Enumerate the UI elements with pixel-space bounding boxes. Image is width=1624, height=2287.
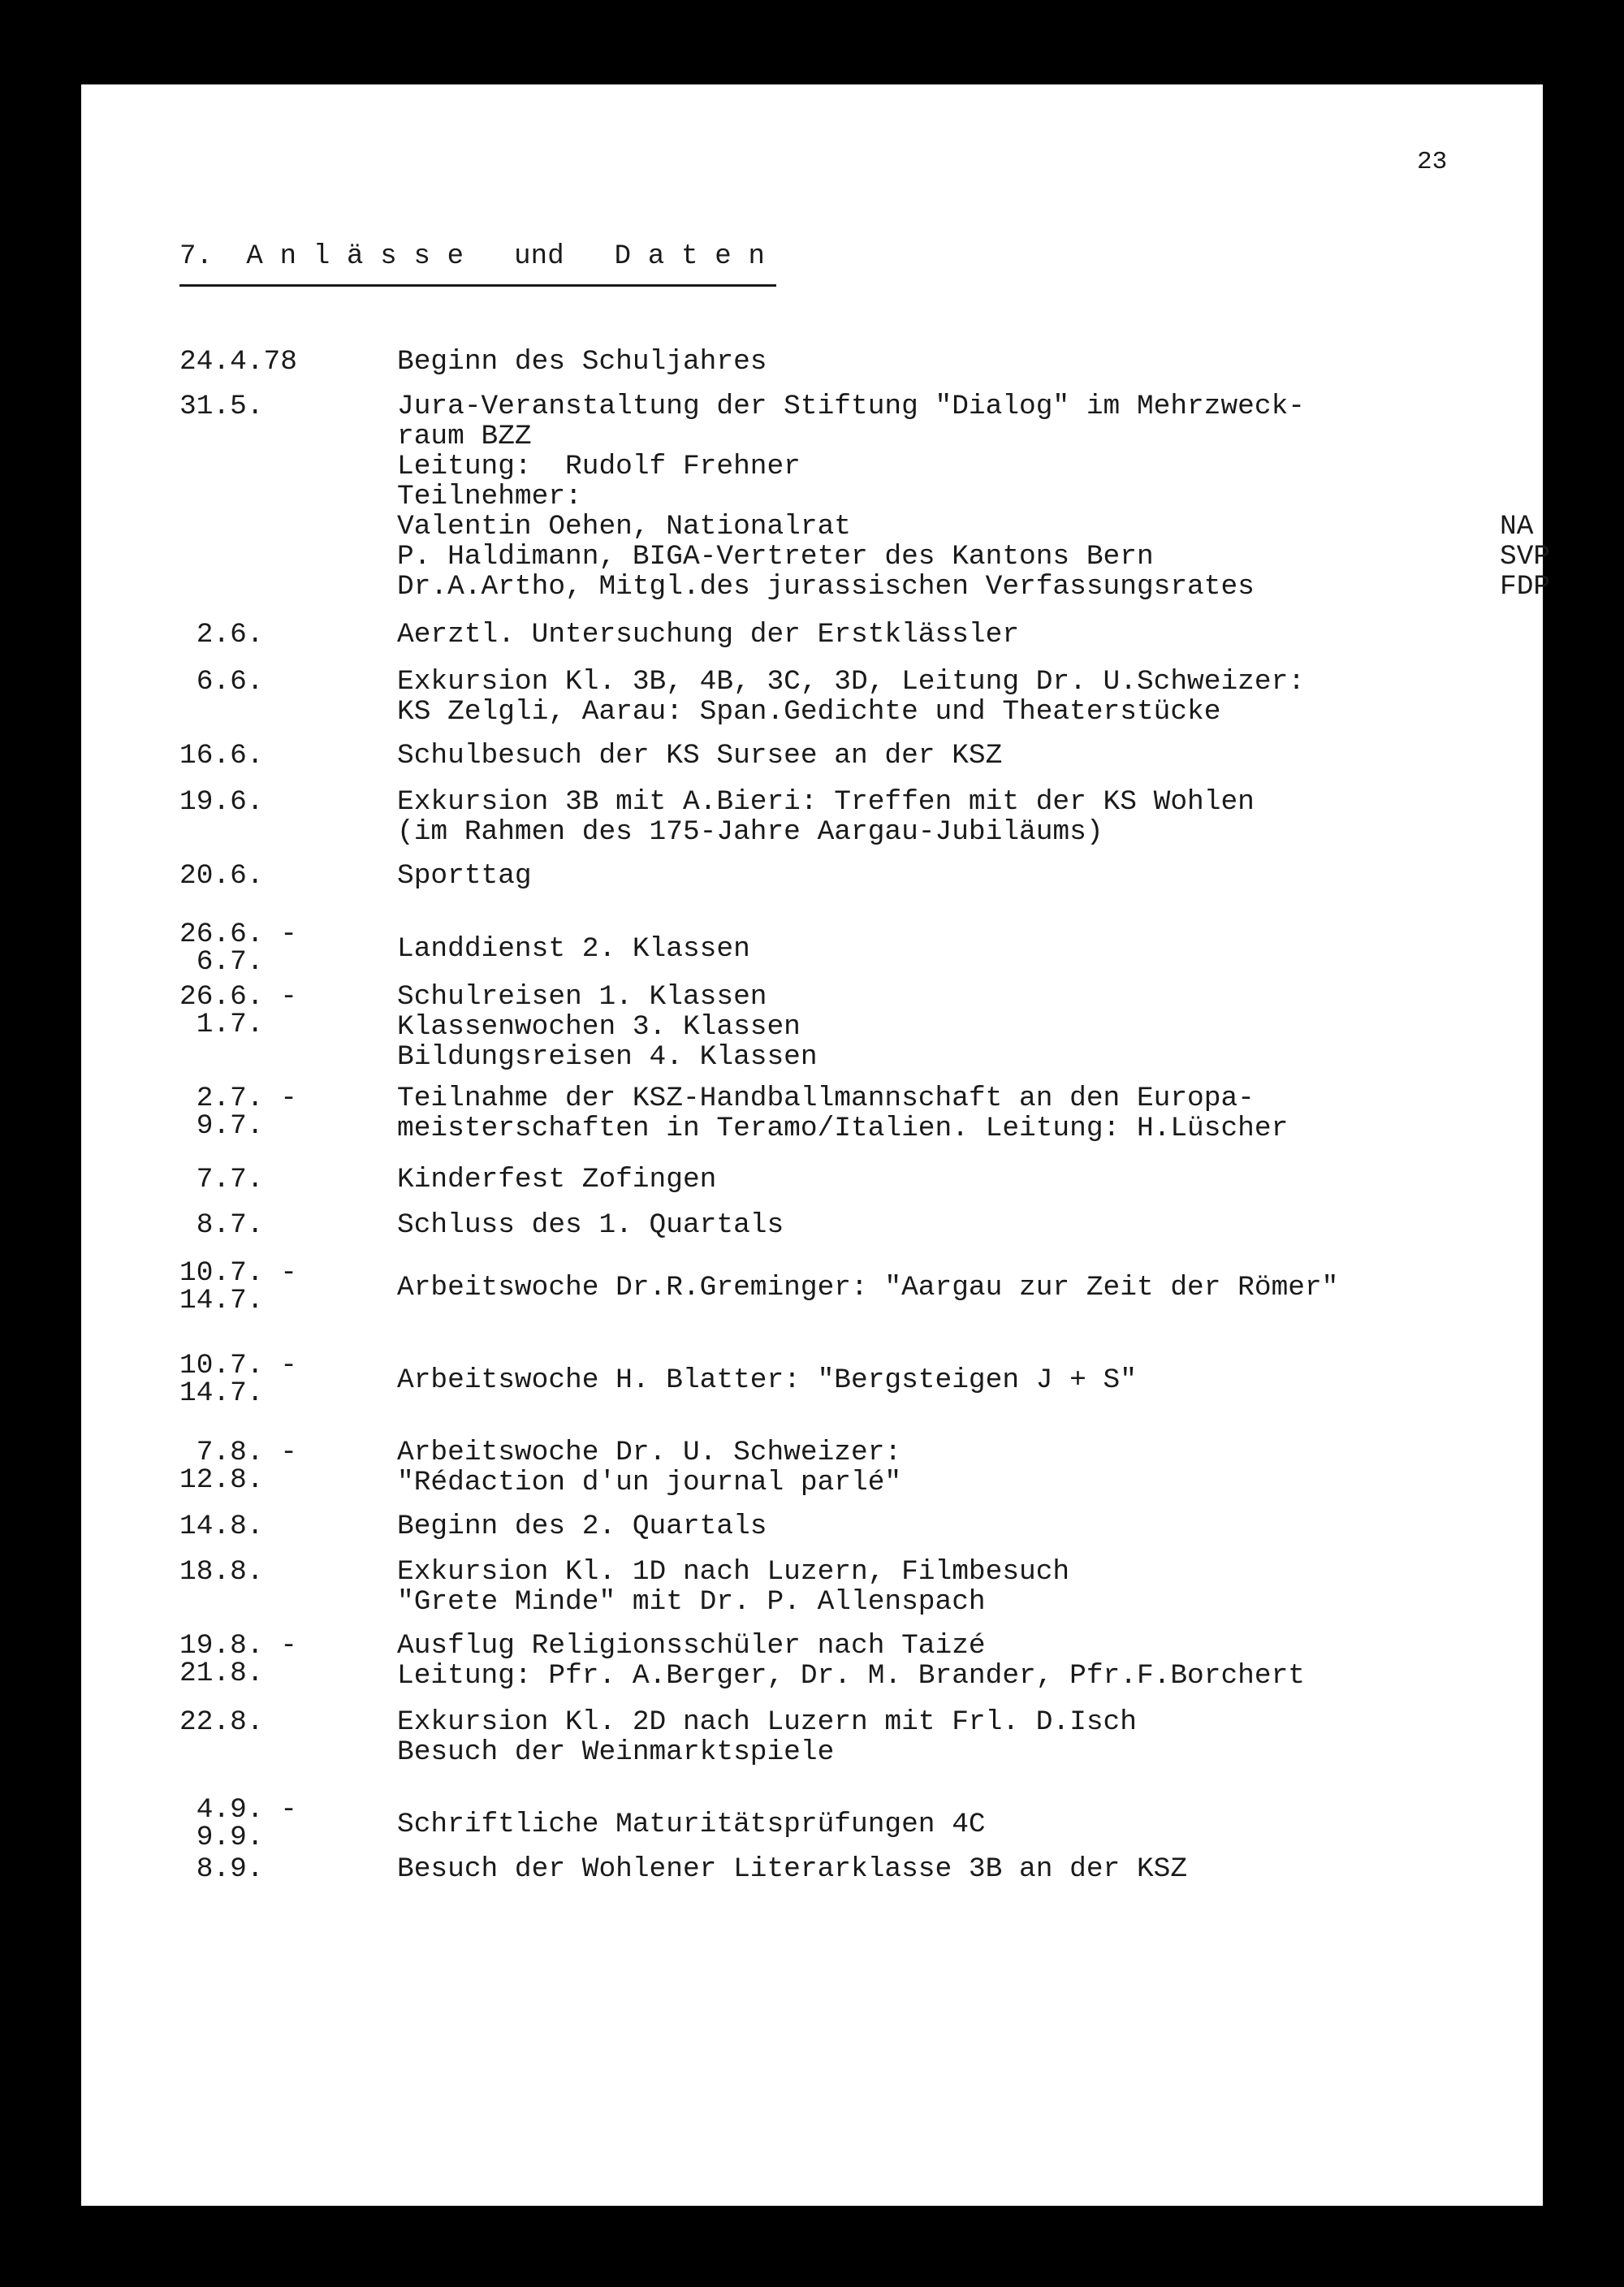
event-description-line <box>397 982 1428 1012</box>
event-date-line: 10.7. - <box>179 1257 297 1289</box>
event-description-text: Teilnahme der KSZ-Handballmannschaft an den Europa- <box>397 1083 1255 1114</box>
event-date-line: 18.8. <box>179 1556 264 1588</box>
event-description <box>397 1083 1428 1144</box>
event-description <box>397 1365 1428 1395</box>
event-date-line: 6.6. <box>179 666 264 698</box>
event-date <box>179 981 391 1040</box>
event-description-line <box>397 1854 1428 1884</box>
event-description-line <box>397 934 1428 964</box>
event-description-text: "Grete Minde" mit Dr. P. Allenspach <box>397 1586 986 1618</box>
event-description-text: Kinderfest Zofingen <box>397 1164 717 1195</box>
event-description-text: meisterschaften in Teramo/Italien. Leitung: H.Lüscher <box>397 1113 1289 1144</box>
event-date <box>179 786 391 818</box>
event-date-line: 16.6. <box>179 740 264 772</box>
event-description-text: Exkursion Kl. 2D nach Luzern mit Frl. D.Isch <box>397 1706 1137 1738</box>
event-description-line <box>397 817 1428 847</box>
event-date-line: 14.7. <box>179 1285 264 1316</box>
event-date <box>179 1706 391 1738</box>
event-date <box>179 1556 391 1588</box>
event-description <box>397 347 1428 377</box>
event-date-line: 6.7. <box>179 946 264 978</box>
event-description-line <box>397 1661 1428 1691</box>
event-description-line <box>397 667 1428 697</box>
event-date-line: 14.7. <box>179 1377 264 1409</box>
event-date <box>179 1853 391 1885</box>
event-description <box>397 741 1428 771</box>
event-description-line <box>397 1365 1428 1395</box>
event-date <box>179 740 391 772</box>
event-description <box>397 1437 1428 1498</box>
event-description-line <box>397 422 1428 452</box>
event-description-line <box>397 347 1428 377</box>
event-description-line <box>397 1113 1428 1144</box>
event-date-line: 20.6. <box>179 860 264 892</box>
event-description-text: Schriftliche Maturitätsprüfungen 4C <box>397 1809 986 1840</box>
event-description <box>397 982 1428 1072</box>
event-description-line <box>397 452 1428 482</box>
event-description-text: Dr.A.Artho, Mitgl.des jurassischen Verfassungsrates <box>397 571 1255 603</box>
event-description-text: Arbeitswoche H. Blatter: "Bergsteigen J + S" <box>397 1364 1137 1396</box>
event-description-line <box>397 1587 1428 1617</box>
event-date-line: 24.4.78 <box>179 346 297 378</box>
event-description <box>397 1511 1428 1541</box>
event-description-text: Arbeitswoche Dr.R.Greminger: "Aargau zur Zeit der Römer" <box>397 1272 1339 1303</box>
event-date-line: 2.6. <box>179 619 264 651</box>
event-date-line: 2.7. - <box>179 1083 297 1114</box>
event-date-line: 26.6. - <box>179 919 297 950</box>
event-date <box>179 666 391 698</box>
event-date-line: 26.6. - <box>179 981 297 1013</box>
event-date <box>179 1630 391 1689</box>
event-date <box>179 346 391 378</box>
event-date-line: 14.8. <box>179 1511 264 1542</box>
event-description-line <box>397 1042 1428 1072</box>
event-description-text: Beginn des 2. Quartals <box>397 1511 767 1542</box>
event-date <box>179 1794 391 1853</box>
event-date <box>179 1164 391 1195</box>
section-title: 7. A n l ä s s e und D a t e n <box>179 241 766 272</box>
event-description-line <box>397 1809 1428 1840</box>
event-date-line: 31.5. <box>179 391 264 422</box>
event-date-line: 1.7. <box>179 1009 264 1040</box>
event-description-text: Arbeitswoche Dr. U. Schweizer: <box>397 1437 902 1468</box>
event-date <box>179 1209 391 1241</box>
event-description-line <box>397 1437 1428 1468</box>
event-description-text: Leitung: Pfr. A.Berger, Dr. M. Brander, Pfr.F.Borchert <box>397 1660 1305 1692</box>
event-description-line <box>397 741 1428 771</box>
event-date <box>179 391 391 422</box>
party-affiliation: SVP <box>1500 541 1551 573</box>
event-date-line: 19.6. <box>179 786 264 818</box>
event-description <box>397 1809 1428 1840</box>
event-date-line: 8.7. <box>179 1209 264 1241</box>
event-date-line: 7.7. <box>179 1164 264 1195</box>
event-date-line: 19.8. - <box>179 1630 297 1662</box>
event-description-line <box>397 1707 1428 1737</box>
page-number: 23 <box>1417 148 1448 176</box>
event-description <box>397 1273 1428 1303</box>
event-description-line <box>397 861 1428 891</box>
event-date <box>179 860 391 892</box>
event-description-text: Exkursion Kl. 3B, 4B, 3C, 3D, Leitung Dr. U.Schweizer: <box>397 666 1305 698</box>
event-description-text: Teilnehmer: <box>397 481 582 512</box>
event-description-text: raum BZZ <box>397 421 532 452</box>
event-description-text: Leitung: Rudolf Frehner <box>397 451 801 482</box>
event-description <box>397 1707 1428 1767</box>
event-description <box>397 1557 1428 1617</box>
event-description <box>397 1631 1428 1691</box>
event-description-text: P. Haldimann, BIGA-Vertreter des Kantons Bern <box>397 541 1154 573</box>
event-date <box>179 1257 391 1316</box>
event-description-line <box>397 571 1551 603</box>
event-description-text: Schulbesuch der KS Sursee an der KSZ <box>397 740 1003 772</box>
event-description-text: Valentin Oehen, Nationalrat <box>397 511 851 543</box>
event-description <box>397 934 1428 964</box>
event-description-line <box>397 1210 1428 1240</box>
event-description-text: Aerztl. Untersuchung der Erstklässler <box>397 619 1020 651</box>
event-date <box>179 1437 391 1496</box>
event-description <box>397 1165 1428 1195</box>
event-description-text: Landdienst 2. Klassen <box>397 933 750 965</box>
event-description-line <box>397 1557 1428 1587</box>
event-date <box>179 1350 391 1409</box>
event-date <box>179 619 391 651</box>
event-date-line: 22.8. <box>179 1706 264 1738</box>
event-date <box>179 1083 391 1142</box>
event-description-text: (im Rahmen des 175-Jahre Aargau-Jubiläums) <box>397 816 1104 848</box>
event-date-line: 10.7. - <box>179 1350 297 1381</box>
event-description-text: Beginn des Schuljahres <box>397 346 767 378</box>
event-date-line: 9.9. <box>179 1822 264 1853</box>
event-description <box>397 391 1551 603</box>
event-description-text: Ausflug Religionsschüler nach Taizé <box>397 1630 986 1662</box>
event-description-text: Besuch der Weinmarktspiele <box>397 1736 835 1768</box>
event-date-line: 7.8. - <box>179 1437 297 1468</box>
event-description-line <box>397 1165 1428 1195</box>
event-description-text: Bildungsreisen 4. Klassen <box>397 1041 818 1073</box>
event-date <box>179 1511 391 1542</box>
party-affiliation: NA <box>1500 511 1534 543</box>
event-date-line: 4.9. - <box>179 1794 297 1826</box>
event-description <box>397 620 1428 650</box>
event-date <box>179 919 391 978</box>
event-description-text: KS Zelgli, Aarau: Span.Gedichte und Theaterstücke <box>397 696 1221 728</box>
event-description-text: Exkursion Kl. 1D nach Luzern, Filmbesuch <box>397 1556 1070 1588</box>
event-description-line <box>397 1511 1428 1541</box>
event-description <box>397 861 1428 891</box>
event-description-text: Exkursion 3B mit A.Bieri: Treffen mit der KS Wohlen <box>397 786 1255 818</box>
event-description-text: Jura-Veranstaltung der Stiftung "Dialog" im Mehrzweck- <box>397 391 1305 422</box>
event-description-line <box>397 391 1428 422</box>
event-description <box>397 1210 1428 1240</box>
event-description-line <box>397 1737 1428 1767</box>
event-description <box>397 787 1428 847</box>
event-date-line: 21.8. <box>179 1658 264 1689</box>
event-description-text: Schulreisen 1. Klassen <box>397 981 767 1013</box>
event-description-line <box>397 541 1551 573</box>
event-description-line <box>397 1083 1428 1113</box>
event-description-text: "Rédaction d'un journal parlé" <box>397 1467 902 1498</box>
event-description-line <box>397 1468 1428 1498</box>
event-description-line <box>397 482 1428 512</box>
event-description-text: Klassenwochen 3. Klassen <box>397 1011 801 1043</box>
party-affiliation: FDP <box>1500 571 1551 603</box>
event-description-text: Schluss des 1. Quartals <box>397 1209 784 1241</box>
event-description-line <box>397 1012 1428 1042</box>
event-description-line <box>397 620 1428 650</box>
event-description-line <box>397 697 1428 727</box>
event-description-line <box>397 511 1534 543</box>
title-underline <box>179 284 776 287</box>
event-description-text: Besuch der Wohlener Literarklasse 3B an der KSZ <box>397 1853 1188 1885</box>
event-date-line: 12.8. <box>179 1464 264 1496</box>
event-description-line <box>397 1273 1428 1303</box>
event-description <box>397 667 1428 727</box>
event-description-line <box>397 787 1428 817</box>
event-description-text: Sporttag <box>397 860 532 892</box>
event-description-line <box>397 1631 1428 1661</box>
event-date-line: 9.7. <box>179 1110 264 1142</box>
event-description <box>397 1854 1428 1884</box>
event-date-line: 8.9. <box>179 1853 264 1885</box>
